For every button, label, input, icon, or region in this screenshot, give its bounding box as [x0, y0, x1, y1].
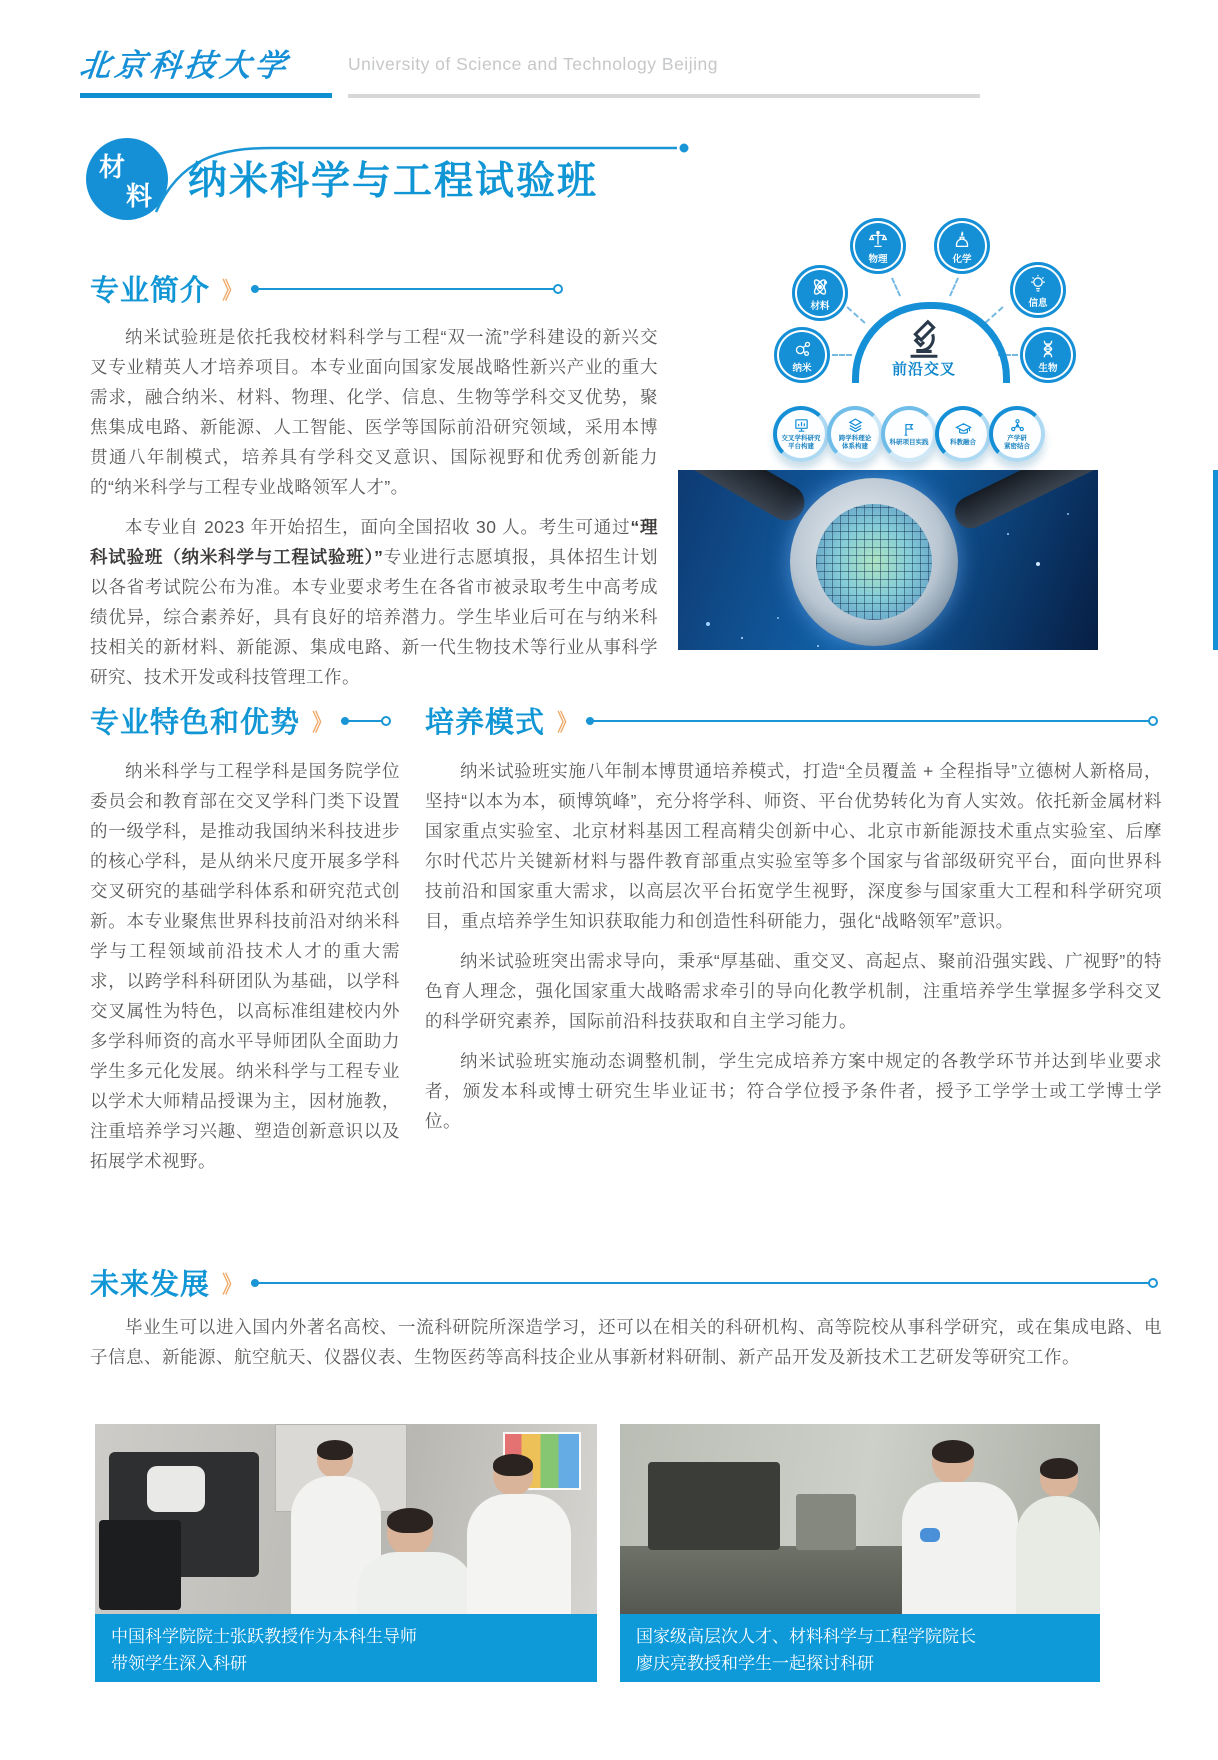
chevron-marker-icon: 》	[557, 709, 576, 735]
future-heading-text: 未来发展	[90, 1269, 211, 1301]
features-heading-text: 专业特色和优势	[90, 707, 301, 739]
flag-icon	[901, 421, 918, 438]
person-head	[493, 1456, 533, 1496]
badge-char-1: 材	[99, 152, 126, 182]
logo-en-underline	[348, 94, 980, 98]
photo-caption-1: 中国科学院院士张跃教授作为本科生导师 带领学生深入科研	[95, 1614, 597, 1682]
page-title: 纳米科学与工程试验班	[188, 160, 599, 203]
person-labcoat	[902, 1482, 1018, 1614]
discipline-circle-nano: 纳米	[774, 327, 830, 383]
connector-dash	[846, 306, 865, 324]
photo-caption-2: 国家级高层次人才、材料科学与工程学院院长 廖庆亮教授和学生一起探讨科研	[620, 1614, 1100, 1682]
future-paragraph-1: 毕业生可以进入国内外著名高校、一流科研院所深造学习，还可以在相关的科研机构、高等院校从事科学研究，或在集成电路、电子信息、新能源、航空航天、仪器仪表、生物医药等高科技企业从事新材料研制、新产品开发及新技术工艺研发等研究工作。	[90, 1317, 1162, 1367]
network-icon	[1009, 417, 1026, 434]
dna-icon	[1037, 338, 1059, 360]
intro-paragraphs	[90, 322, 658, 702]
molecule-icon	[791, 338, 813, 360]
training-paragraphs	[425, 756, 1162, 1146]
chart-icon	[793, 417, 810, 434]
intro-paragraph-1: 纳米试验班是依托我校材料科学与工程“双一流”学科建设的新兴交叉专业精英人才培养项目。本专业面向国家发展战略性新兴产业的重大需求，融合纳米、材料、物理、化学、信息、生物等学科交叉优势，聚焦集成电路、新能源、人工智能、医学等国际前沿研究领域，采用本博贯通八年制模式，培养具有学科交叉意识、国际视野和优秀创新能力的“纳米科学与工程专业战略领军人才”。	[90, 327, 658, 497]
discipline-circle-physics: 物理	[850, 218, 906, 274]
person-head	[932, 1442, 974, 1484]
person-head	[387, 1510, 433, 1556]
section-intro-heading	[90, 268, 561, 309]
person-labcoat	[467, 1494, 571, 1614]
frontier-arch-label: 前沿交叉	[891, 361, 956, 378]
training-paragraph-3: 纳米试验班实施动态调整机制，学生完成培养方案中规定的各教学环节并达到毕业要求者，颁发本科或博士研究生毕业证书；符合学位授予条件者，授予工学学士或工学博士学位。	[425, 1051, 1162, 1131]
discipline-circle-biology: 生物	[1020, 327, 1076, 383]
heading-line	[251, 288, 561, 290]
photo-lab-discussion	[620, 1424, 1100, 1614]
section-training-heading	[425, 700, 1156, 741]
university-logo-cn: 北京科技大学	[77, 48, 292, 84]
logo-underline	[80, 93, 332, 98]
discipline-circle-materials: 材料	[792, 265, 848, 321]
intro-paragraph-2: 本专业自 2023 年开始招生，面向全国招收 30 人。考生可通过“理科试验班（纳米科学与工程试验班）”专业进行志愿填报，具体招生计划以各省考试院公布为准。本专业要求考生在各省市被录取考生中高考成绩优异，综合素养好，具有良好的培养潜力。学生毕业后可在与纳米科技相关的新材料、新能源、集成电路、新一代生物技术等行业从事科学研究、技术开发或科技管理工作。	[90, 517, 659, 687]
section-future-heading	[90, 1262, 1156, 1303]
network-sparkles	[706, 622, 710, 626]
wafer-probe-photo	[678, 470, 1098, 650]
discipline-circle-chemistry: 化学	[934, 218, 990, 274]
probe-arm	[678, 470, 811, 527]
atom-icon	[809, 276, 831, 298]
person-labcoat	[357, 1552, 475, 1614]
discipline-cross-diagram	[660, 196, 1140, 476]
lightbulb-icon	[1027, 273, 1049, 295]
photo-lab-mentoring	[95, 1424, 597, 1614]
person-head	[317, 1442, 353, 1478]
chip-theory-system: 跨学科理论 体系构建	[827, 406, 883, 462]
university-logo-en: University of Science and Technology Beijing	[348, 54, 718, 74]
chevron-marker-icon: 》	[312, 709, 331, 735]
graduation-cap-icon	[955, 421, 972, 438]
heading-line	[341, 720, 389, 722]
alcohol-lamp-icon	[951, 229, 973, 251]
person-labcoat	[1016, 1496, 1100, 1614]
section-features-heading	[90, 700, 389, 741]
connector-dash	[984, 306, 1003, 324]
features-paragraph-1: 纳米科学与工程学科是国务院学位委员会和教育部在交叉学科门类下设置的一级学科，是推动我国纳米科技进步的核心学科，是从纳米尺度开展多学科交叉研究的基础学科体系和研究范式创新。本专业聚焦世界科技前沿对纳米科学与工程领域前沿技术人才的重大需求，以跨学科科研团队为基础，以学科交叉属性为特色，以高标准组建校内外多学科师资的高水平导师团队全面助力学生多元化发展。纳米科学与工程专业以学术大师精品授课为主，因材施教，注重培养学习兴趣、塑造创新意识以及拓展学术视野。	[90, 761, 400, 1171]
microscope-icon	[898, 316, 950, 362]
monitor	[99, 1520, 181, 1610]
person-head	[1040, 1460, 1078, 1498]
chip-science-education: 科教融合	[935, 406, 991, 462]
chevron-marker-icon: 》	[222, 1271, 241, 1297]
page-edge-accent	[1213, 470, 1218, 650]
lab-instrument	[796, 1494, 856, 1550]
lab-equipment	[648, 1462, 780, 1550]
connector-dash	[832, 354, 852, 356]
discipline-circle-information: 信息	[1010, 262, 1066, 318]
heading-line	[586, 720, 1156, 722]
training-heading-text: 培养模式	[425, 707, 546, 739]
scales-icon	[867, 229, 889, 251]
intro-heading-text: 专业简介	[90, 275, 211, 307]
heading-line	[251, 1282, 1156, 1284]
microscope-body	[147, 1466, 205, 1512]
bold-program-name: “理科试验班（纳米科学与工程试验班）”	[90, 517, 659, 567]
layers-icon	[847, 417, 864, 434]
training-paragraph-2: 纳米试验班突出需求导向，秉承“厚基础、重交叉、高起点、聚前沿强实践、广视野”的特色育人理念，强化国家重大战略需求牵引的导向化教学机制，注重培养学生掌握多学科交叉的科学研究素养，国际前沿科技获取和自主学习能力。	[425, 951, 1162, 1031]
connector-dash	[891, 277, 901, 296]
connector-dash	[949, 277, 959, 296]
chevron-marker-icon: 》	[222, 277, 241, 303]
chip-industry-academia: 产学研 紧密结合	[989, 406, 1045, 462]
features-paragraphs	[90, 756, 400, 1186]
badge-char-2: 料	[126, 181, 153, 211]
probe-arm	[950, 470, 1098, 534]
wafer-die-grid	[816, 504, 932, 620]
training-paragraph-1: 纳米试验班实施八年制本博贯通培养模式，打造“全员覆盖 + 全程指导”立德树人新格局，坚持“以本为本，硕博筑峰”，充分将学科、师资、平台优势转化为育人实效。依托新金属材料国家重点实验室、北京材料基因工程高精尖创新中心、北京市新能源技术重点实验室、后摩尔时代芯片关键新材料与器件教育部重点实验室等多个国家与省部级研究平台，面向世界科技前沿和国家重大需求，以高层次平台拓宽学生视野，深度参与国家重大工程和科学研究项目，重点培养学生知识获取能力和创造性科研能力，强化“战略领军”意识。	[425, 761, 1162, 931]
chip-research-platform: 交叉学科研究 平台构建	[773, 406, 829, 462]
blue-glove	[920, 1528, 940, 1542]
future-paragraphs	[90, 1312, 1162, 1382]
chip-project-practice: 科研项目实践	[881, 406, 937, 462]
